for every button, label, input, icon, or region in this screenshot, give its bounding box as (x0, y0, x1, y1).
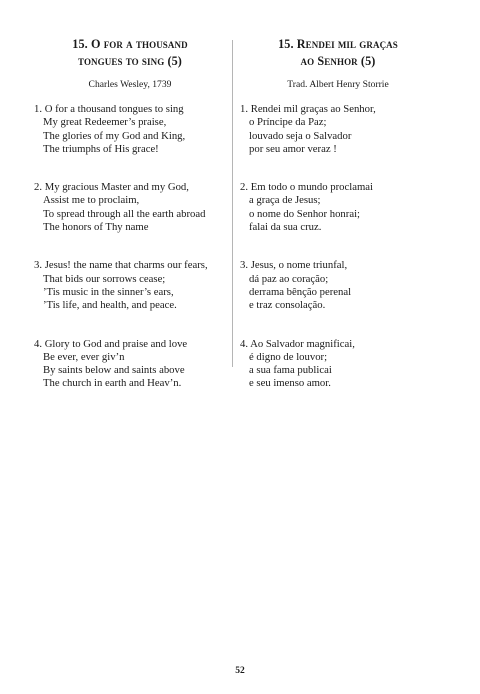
verse-line: é digno de louvor; (249, 350, 328, 363)
page-number: 52 (235, 666, 245, 676)
stanza-list (240, 103, 436, 391)
verse-line: derrama bênção perenal (249, 285, 352, 298)
verse-line: My great Redeemer’s praise, (43, 116, 167, 129)
stanza (34, 338, 226, 391)
verse-line: Be ever, ever giv’n (43, 350, 125, 363)
verse-line: The honors of Thy name (43, 221, 149, 234)
title-line: tongues to sing (5) (78, 54, 182, 68)
stanza (240, 103, 436, 156)
stanza (240, 181, 436, 234)
hymn-translator: Trad. Albert Henry Storrie (287, 79, 389, 90)
hymn-english (34, 36, 226, 416)
verse-line: e seu imenso amor. (249, 377, 331, 390)
title-line: ao Senhor (5) (300, 54, 376, 68)
verse-line: falai da sua cruz. (249, 221, 322, 234)
hymn-author: Charles Wesley, 1739 (88, 79, 172, 90)
verse-line: The church in earth and Heav’n. (43, 377, 182, 390)
stanza (240, 338, 436, 391)
verse-line: e traz consolação. (249, 299, 326, 312)
stanza (34, 259, 226, 312)
verse-line: 4. Glory to God and praise and love (34, 337, 188, 350)
stanza (34, 103, 226, 156)
hymn-title-portuguese (240, 36, 436, 70)
verse-line: 1. Rendei mil graças ao Senhor, (240, 103, 376, 115)
column-divider (232, 40, 233, 367)
verse-line: dá paz ao coração; (249, 272, 329, 285)
verse-line: To spread through all the earth abroad (43, 207, 206, 220)
verse-line: 3. Jesus! the name that charms our fears, (34, 259, 208, 272)
verse-line: 4. Ao Salvador magnificai, (240, 337, 355, 350)
verse-line: ’Tis life, and health, and peace. (43, 299, 177, 312)
verse-line: Assist me to proclaim, (43, 194, 140, 207)
verse-line: The glories of my God and King, (43, 129, 186, 142)
verse-line: By saints below and saints above (43, 364, 185, 377)
stanza (34, 181, 226, 234)
hymn-title-english (34, 36, 226, 70)
verse-line: louvado seja o Salvador (249, 129, 352, 142)
verse-line: o nome do Senhor honrai; (249, 207, 361, 220)
stanza (240, 259, 436, 312)
verse-line: a graça de Jesus; (249, 194, 321, 207)
verse-line: 2. Em todo o mundo proclamai (240, 181, 373, 194)
verse-line: 2. My gracious Master and my God, (34, 181, 189, 194)
verse-line: The triumphs of His grace! (43, 142, 159, 155)
verse-line: a sua fama publicai (249, 364, 332, 377)
verse-line: 1. O for a thousand tongues to sing (34, 103, 184, 115)
verse-line: 3. Jesus, o nome triunfal, (240, 259, 348, 272)
stanza-list (34, 103, 226, 391)
title-line: 15. O for a thousand (72, 37, 188, 51)
verse-line: That bids our sorrows cease; (43, 272, 166, 285)
verse-line: o Príncipe da Paz; (249, 116, 327, 129)
title-line: 15. Rendei mil graças (278, 37, 398, 51)
verse-line: ’Tis music in the sinner’s ears, (43, 285, 174, 298)
verse-line: por seu amor veraz ! (249, 142, 337, 155)
hymn-portuguese (240, 36, 436, 416)
